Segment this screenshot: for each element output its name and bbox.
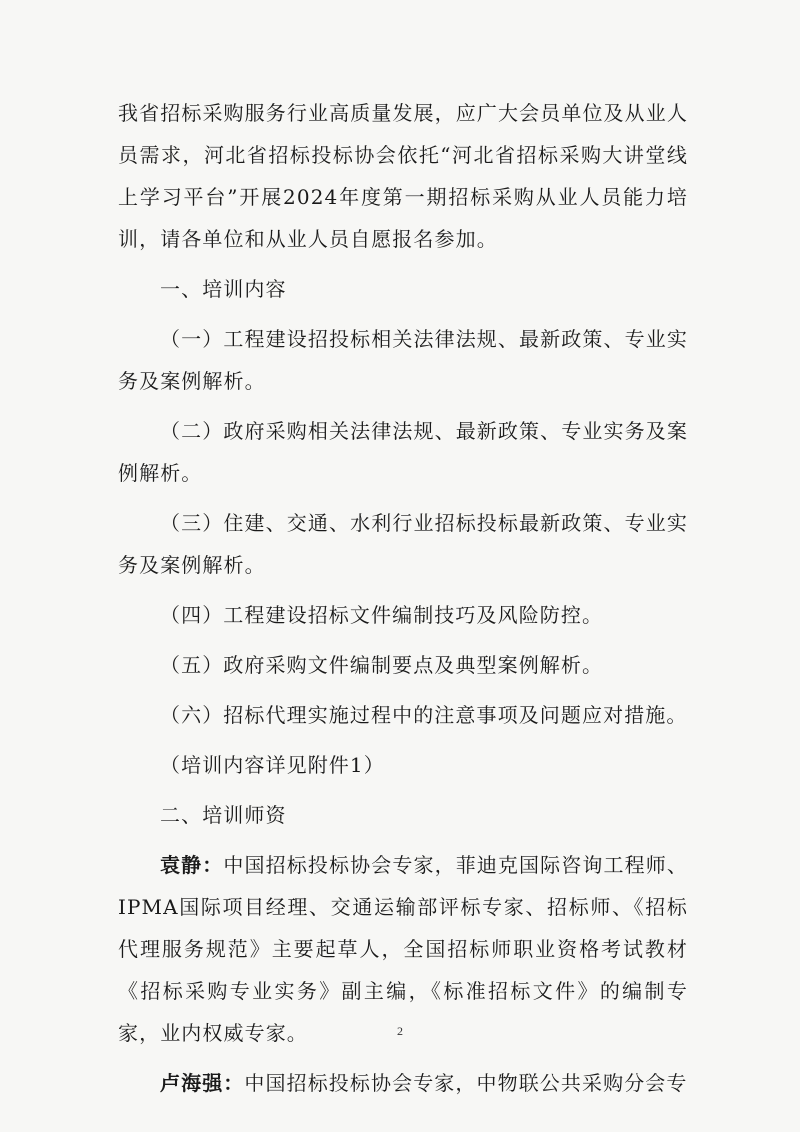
content-item: （一）工程建设招投标相关法律法规、最新政策、专业实务及案例解析。 (118, 327, 688, 393)
content-item: （二）政府采购相关法律法规、最新政策、专业实务及案例解析。 (118, 419, 688, 485)
content-item: （四）工程建设招标文件编制技巧及风险防控。 (160, 603, 604, 627)
teacher-description: 中国招标投标协会专家，菲迪克国际咨询工程师、IPMA国际项目经理、交通运输部评标专家、招标师、《招标代理服务规范》主要起草人，全国招标师职业资格考试教材《招标采购专业实务》副主编，《标准招标文件》的编制专家，业内权威专家。 (118, 853, 688, 1045)
attachment-note: （培训内容详见附件1） (160, 753, 385, 777)
teacher-entry (118, 844, 688, 1054)
page-number: 2 (397, 1024, 403, 1038)
intro-paragraph: 我省招标采购服务行业高质量发展，应广大会员单位及从业人员需求，河北省招标投标协会依托“河北省招标采购大讲堂线上学习平台”开展2024年度第一期招标采购从业人员能力培训，请各单位和从业人员自愿报名参加。 (118, 101, 688, 251)
section-heading-teachers: 二、培训师资 (160, 803, 287, 827)
teacher-name: 卢海强： (160, 1071, 245, 1095)
teacher-entry (118, 1062, 688, 1104)
content-item: （六）招标代理实施过程中的注意事项及问题应对措施。 (160, 703, 688, 727)
teacher-description: 中国招标投标协会专家，中物联公共采购分会专 (244, 1071, 688, 1095)
teacher-name: 袁静： (160, 853, 224, 877)
content-item: （五）政府采购文件编制要点及典型案例解析。 (160, 653, 604, 677)
section-heading-training-content: 一、培训内容 (160, 277, 287, 301)
content-item: （三）住建、交通、水利行业招标投标最新政策、专业实务及案例解析。 (118, 511, 688, 577)
